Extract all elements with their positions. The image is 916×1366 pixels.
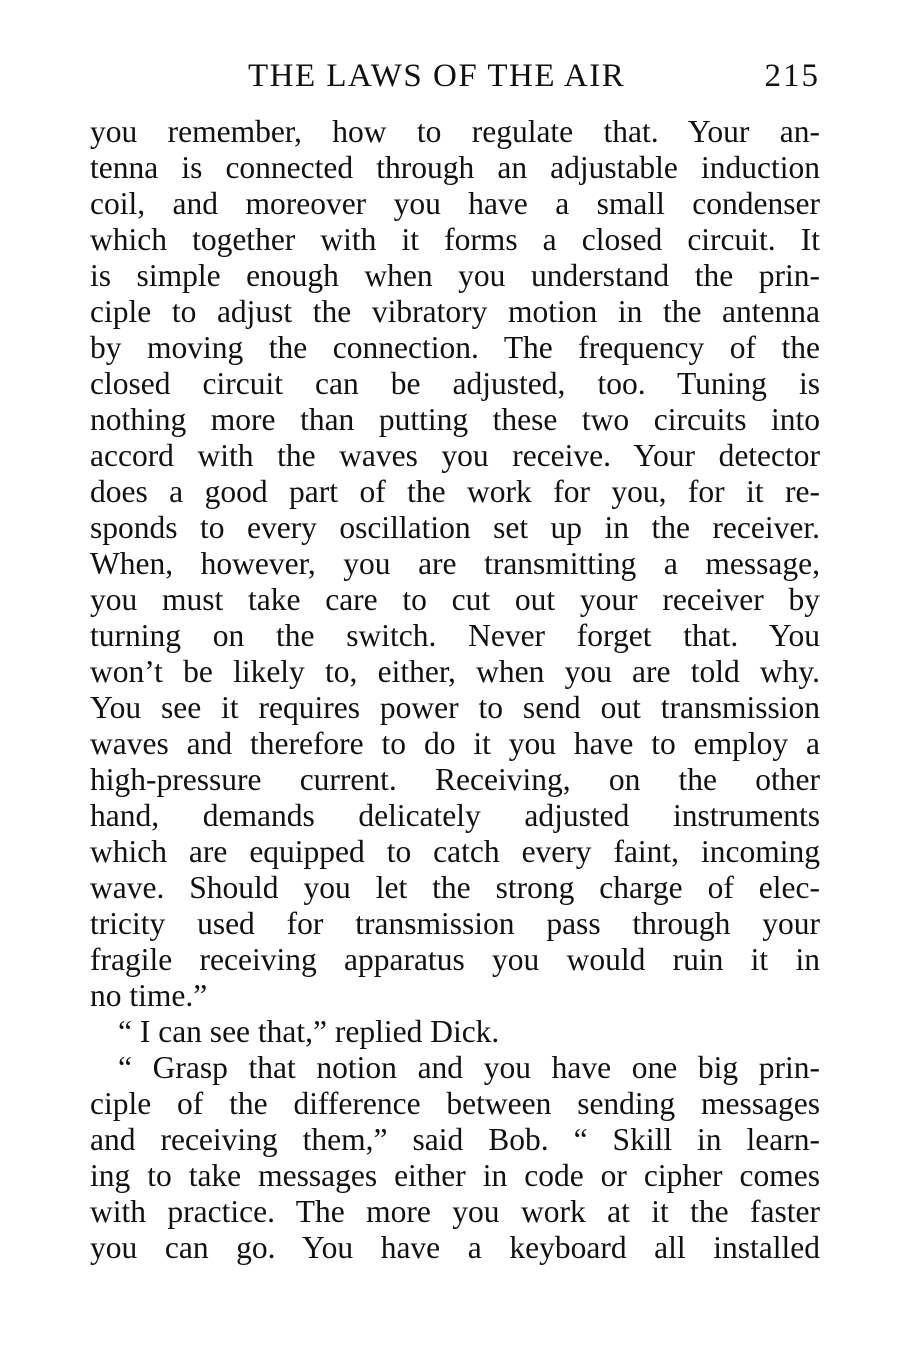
text-line: you must take care to cut out your receiver by — [90, 582, 820, 617]
text-line: waves and therefore to do it you have to employ a — [90, 726, 820, 761]
text-line: nothing more than putting these two circuits into — [90, 402, 820, 437]
text-line: When, however, you are transmitting a message, — [90, 546, 820, 581]
text-line: and receiving them,” said Bob. “ Skill in learn- — [90, 1122, 820, 1157]
book-page — [90, 52, 820, 1266]
text-line: fragile receiving apparatus you would ruin it in — [90, 942, 820, 977]
text-line: ciple of the difference between sending messages — [90, 1086, 820, 1121]
page-number: 215 — [764, 58, 820, 94]
text-line: tricity used for transmission pass through your — [90, 906, 820, 941]
paragraph-first-line: “ Grasp that notion and you have one big prin- — [118, 1050, 820, 1085]
text-line: coil, and moreover you have a small condenser — [90, 186, 820, 221]
text-line: which together with it forms a closed circuit. It — [90, 222, 820, 257]
text-line: which are equipped to catch every faint, incoming — [90, 834, 820, 869]
text-line: by moving the connection. The frequency of the — [90, 330, 820, 365]
running-head — [90, 52, 820, 100]
text-line: accord with the waves you receive. Your detector — [90, 438, 820, 473]
text-line: You see it requires power to send out transmission — [90, 690, 820, 725]
paragraph-end-line: no time.” — [90, 978, 208, 1013]
text-line: high-pressure current. Receiving, on the other — [90, 762, 820, 797]
text-line: tenna is connected through an adjustable induction — [90, 150, 820, 185]
dialogue-line: “ I can see that,” replied Dick. — [118, 1014, 500, 1049]
text-line: sponds to every oscillation set up in the receiver. — [90, 510, 820, 545]
text-line: hand, demands delicately adjusted instruments — [90, 798, 820, 833]
running-title: THE LAWS OF THE AIR — [248, 58, 626, 94]
text-line: turning on the switch. Never forget that. You — [90, 618, 820, 653]
text-line: is simple enough when you understand the prin- — [90, 258, 820, 293]
text-line: ing to take messages either in code or cipher comes — [90, 1158, 820, 1193]
text-line: ciple to adjust the vibratory motion in the antenna — [90, 294, 820, 329]
text-line: you can go. You have a keyboard all installed — [90, 1230, 820, 1265]
text-line: you remember, how to regulate that. Your an- — [90, 114, 820, 149]
text-line: closed circuit can be adjusted, too. Tuning is — [90, 366, 820, 401]
text-line: does a good part of the work for you, for it re- — [90, 474, 820, 509]
text-line: wave. Should you let the strong charge of elec- — [90, 870, 820, 905]
body-text — [90, 114, 820, 1266]
text-line: with practice. The more you work at it the faster — [90, 1194, 820, 1229]
text-line: won’t be likely to, either, when you are told why. — [90, 654, 820, 689]
